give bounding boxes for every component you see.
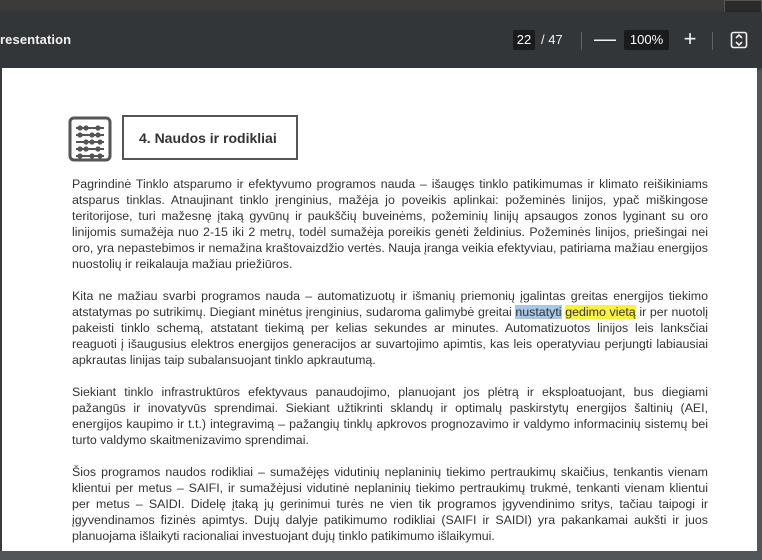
paragraph-text: ir per nuotolį pakeisti tinklo schemą, atstatant tiekimą per kelias sekundes ar minutes. Automatizuotos linijos leis lanksčiai reaguoti į išaugusius elektros energijos generacijos ar suvartojimo apimtis, kas leis operatyviau perjungti labiausiai apkrautas linijas taip subalansuojant tinklo apkrautumą. bbox=[72, 305, 708, 367]
page-number-input[interactable]: 22 bbox=[513, 30, 535, 50]
toolbar-divider bbox=[712, 32, 713, 50]
paragraph-text: Kita ne mažiau svarbi programos nauda – automatizuotų ir išmanių priemonių įgalintas greitas energijos tiekimo atstatymas po sutrikimų. Diegiant minėtus įrenginius, sudaroma galimybė greitai bbox=[72, 289, 708, 319]
paragraph-benefits: Pagrindinė Tinklo atsparumo ir efektyvumo programos nauda – išaugęs tinklo patikimumas ir klimato reišikiniams atsparus tinklas. Atnaujinant tinklo įrenginius, mažėja jo poveikis aplinkai: požeminės linijos, ypač miškingose teritorijose, turi mažesnę įtaką gyvūnų ir paukščių buveinėms, požeminių linijų apsaugos zonos lyginant su oro linijomis sumažėja nuo 2-15 iki 2 metrų, todėl sumažėja poreikis genėti želdinius. Požeminės linijos, priešingai nei oro, yra nepastebimos ir nemažina kraštovaizdžio vertės. Nauja įranga veikia efektyviau, patiriama mažiau energijos nuostolių ir reikalauja mažiau priežiūros. bbox=[72, 177, 708, 271]
zoom-level-input[interactable]: 100% bbox=[624, 30, 669, 50]
selected-text[interactable]: nustatyti bbox=[515, 305, 562, 319]
paragraph-automation bbox=[72, 288, 708, 368]
title-bar bbox=[0, 0, 762, 12]
document-title: resentation bbox=[0, 32, 72, 47]
toolbar-divider bbox=[581, 32, 582, 50]
pdf-toolbar bbox=[0, 12, 762, 68]
paragraph-infrastructure: Siekiant tinklo infrastruktūros efektyvaus panaudojimo, planuojant jos plėtrą ir eksploatuojant, bus diegiami pažangūs ir inovatyvūs sprendimai. Siekiant užtikrinti sklandų ir optimalų paskirstytų energijos šaltinių (AEI, energijos kaupimo ir t.t.) integravimą – pažangių tinklų apkrovos prognozavimo ir valdymo informacinių sistemų bei turto valdymo skaitmenizavimo sprendimai. bbox=[72, 385, 708, 447]
document-body bbox=[72, 176, 708, 560]
abacus-icon bbox=[68, 116, 112, 162]
pdf-page bbox=[0, 68, 757, 551]
fit-to-page-icon[interactable] bbox=[730, 31, 748, 49]
page-total: / 47 bbox=[541, 32, 563, 47]
zoom-out-button[interactable]: — bbox=[594, 26, 616, 51]
paragraph-indicators: Šios programos naudos rodikliai – sumažėjęs vidutinių neplaninių tiekimo pertraukimų skaičius, tenkantis vienam klientui per metus – SAIFI, ir sumažėjusi vidutinė neplaninių tiekimo pertraukimų trukmė, tenkanti vienam klientui per metus – SAIDI. Didelę įtaką jų gerinimui turės ne vien tik programos įgyvendinimo sritys, tačiau taipogi ir įgyvendinamos fizinės apimtys. Dujų dalyje patikimumo rodikliai (SAIFI ir SAIDI) yra pakankamai aukšti ir juos planuojama išlaikyti racionaliai investuojant dujų tinklo patikimumo išlaikymui. bbox=[72, 465, 708, 543]
section-title: 4. Naudos ir rodikliai bbox=[139, 130, 277, 146]
section-heading-box bbox=[122, 115, 298, 160]
zoom-in-button[interactable]: + bbox=[683, 26, 697, 51]
highlighted-text[interactable]: gedimo vietą bbox=[565, 305, 636, 319]
